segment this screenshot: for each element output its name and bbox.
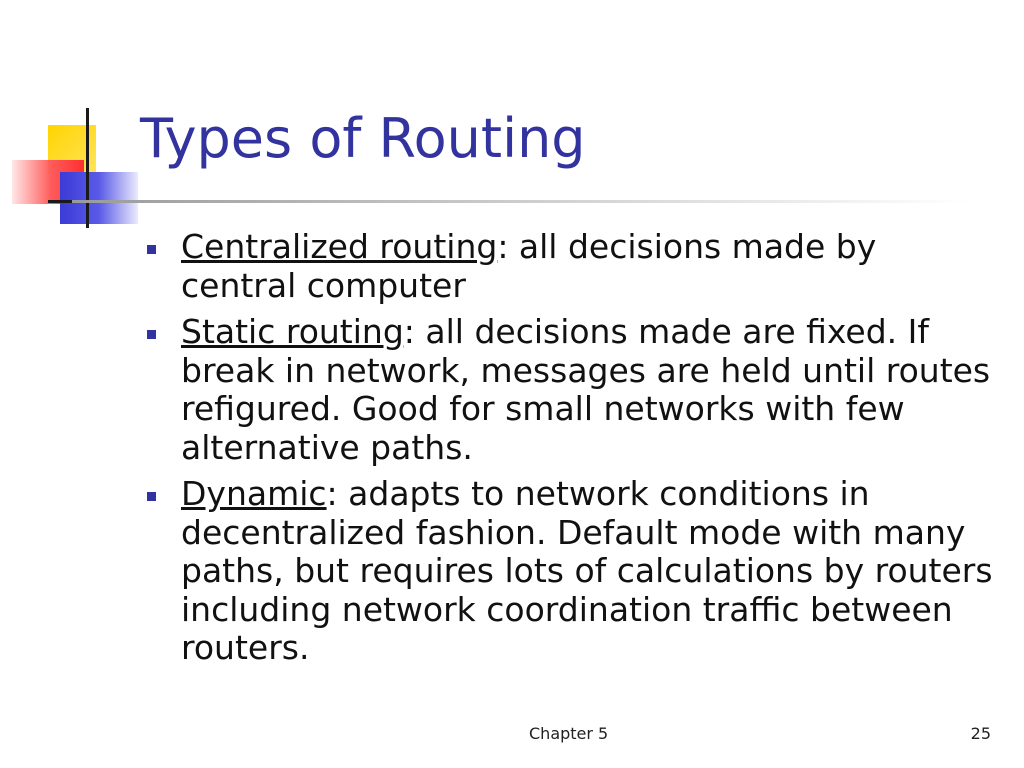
square-bullet-icon <box>147 245 156 254</box>
bullet-term: Static routing <box>181 312 404 351</box>
square-bullet-icon <box>147 330 156 339</box>
square-bullet-icon <box>147 492 156 501</box>
bullet-text: : all decisions made are fixed. If break in network, messages are held until routes refigured. Good for small networks with few alternative paths. <box>181 312 991 467</box>
bullet-text: : all decisions made by central computer <box>181 227 877 305</box>
vertical-line <box>86 108 89 228</box>
bullet-text: : adapts to network conditions in decentralized fashion. Default mode with many paths, but requires lots of calculations by routers including network coordination traffic between routers. <box>181 474 993 667</box>
title-divider <box>72 200 972 203</box>
bullet-list <box>140 228 1000 676</box>
bullet-term: Centralized routing <box>181 227 498 266</box>
list-item <box>140 475 1000 668</box>
slide-number: 25 <box>970 724 991 743</box>
footer-chapter: Chapter 5 <box>529 724 609 743</box>
slide-title: Types of Routing <box>140 107 586 170</box>
bullet-term: Dynamic <box>181 474 327 513</box>
list-item <box>140 313 1000 467</box>
blue-square <box>60 172 138 224</box>
list-item <box>140 228 1000 305</box>
